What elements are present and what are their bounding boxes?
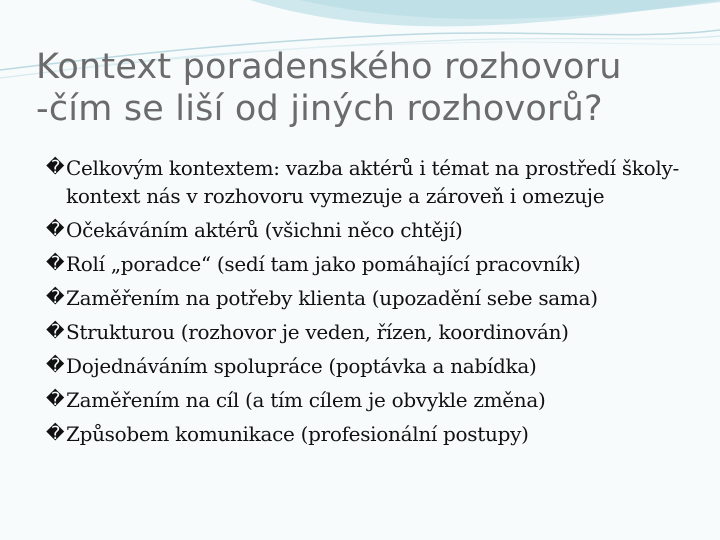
list-item <box>46 154 706 210</box>
bullet-marker-icon: � <box>46 157 65 178</box>
list-item-text: Zaměřením na cíl (a tím cílem je obvykle změna) <box>66 388 546 412</box>
bullet-marker-icon: � <box>46 287 65 308</box>
bullet-marker-icon: � <box>46 321 65 342</box>
list-item <box>46 216 706 244</box>
bullet-marker-icon: � <box>46 253 65 274</box>
list-item-text: Způsobem komunikace (profesionální postupy) <box>66 422 529 446</box>
list-item-text: Očekáváním aktérů (všichni něco chtějí) <box>66 218 463 242</box>
list-item-text: Zaměřením na potřeby klienta (upozadění sebe sama) <box>66 286 598 310</box>
list-item <box>46 250 706 278</box>
bullet-marker-icon: � <box>46 355 65 376</box>
bullet-list <box>46 154 706 454</box>
title-line-1: Kontext poradenského rozhovoru <box>36 47 622 87</box>
list-item <box>46 352 706 380</box>
list-item <box>46 420 706 448</box>
bullet-marker-icon: � <box>46 389 65 410</box>
list-item <box>46 318 706 346</box>
list-item-text: Dojednáváním spolupráce (poptávka a nabídka) <box>66 354 537 378</box>
bullet-marker-icon: � <box>46 219 65 240</box>
title-line-2: -čím se liší od jiných rozhovorů? <box>36 89 603 129</box>
list-item-text: Strukturou (rozhovor je veden, řízen, koordinován) <box>66 320 569 344</box>
slide-title <box>36 46 696 130</box>
list-item-text: Celkovým kontextem: vazba aktérů i témat na prostředí školy-kontext nás v rozhovoru vymezuje a zároveň i omezuje <box>66 156 679 208</box>
list-item <box>46 386 706 414</box>
list-item <box>46 284 706 312</box>
list-item-text: Rolí „poradce“ (sedí tam jako pomáhající pracovník) <box>66 252 581 276</box>
bullet-marker-icon: � <box>46 423 65 444</box>
